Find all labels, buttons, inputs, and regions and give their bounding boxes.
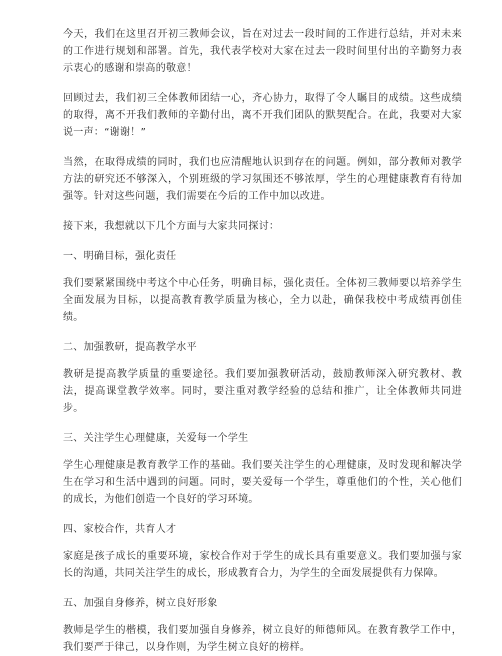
section-body-3: 学生心理健康是教育教学工作的基础。我们要关注学生的心理健康，及时发现和解决学生在学习和生活中遇到的问题。同时，要关爱每一个学生，尊重他们的个性，关心他们的成长，为他们创造一个良好的学习环境。 [63, 460, 462, 505]
section-heading-1: 一、明确目标，强化责任 [63, 251, 177, 262]
section-heading-5: 五、加强自身修养，树立良好形象 [63, 598, 218, 609]
section-heading-3: 三、关注学生心理健康，关爱每一个学生 [63, 433, 249, 444]
section-body-5: 教师是学生的楷模，我们要加强自身修养，树立良好的师德师风。在教育教学工作中，我们要严于律己，以身作则，为学生树立良好的榜样。 [63, 625, 462, 653]
section-body-1: 我们要紧紧围绕中考这个中心任务，明确目标，强化责任。全体初三教师要以培养学生全面发展为目标，以提高教育教学质量为核心，全力以赴，确保我校中考成绩再创佳绩。 [63, 278, 462, 323]
paragraph-review: 回顾过去，我们初三全体教师团结一心，齐心协力，取得了令人瞩目的成绩。这些成绩的取得，离不开我们教师的辛勤付出，离不开我们团队的默契配合。在此，我要对大家说一声：“谢谢！” [63, 93, 462, 138]
paragraph-opening: 今天，我们在这里召开初三教师会议，旨在对过去一段时间的工作进行总结，并对未来的工作进行规划和部署。首先，我代表学校对大家在过去一段时间里付出的辛勤努力表示衷心的感谢和崇高的敬意！ [63, 29, 462, 74]
section-heading-4: 四、家校合作，共育人才 [63, 524, 177, 535]
paragraph-intro-topics: 接下来，我想就以下几个方面与大家共同探讨： [63, 221, 280, 232]
section-body-2: 教研是提高教学质量的重要途径。我们要加强教研活动，鼓励教师深入研究教材、教法，提高课堂教学效率。同时，要注重对教学经验的总结和推广，让全体教师共同进步。 [63, 369, 462, 414]
paragraph-problems: 当然，在取得成绩的同时，我们也应清醒地认识到存在的问题。例如，部分教师对教学方法的研究还不够深入，个别班级的学习氛围还不够浓厚，学生的心理健康教育有待加强等。针对这些问题，我们需要在今后的工作中加以改进。 [63, 157, 462, 202]
section-body-4: 家庭是孩子成长的重要环境，家校合作对于学生的成长具有重要意义。我们要加强与家长的沟通，共同关注学生的成长，形成教育合力，为学生的全面发展提供有力保障。 [63, 551, 462, 579]
section-heading-2: 二、加强教研，提高教学水平 [63, 342, 197, 353]
